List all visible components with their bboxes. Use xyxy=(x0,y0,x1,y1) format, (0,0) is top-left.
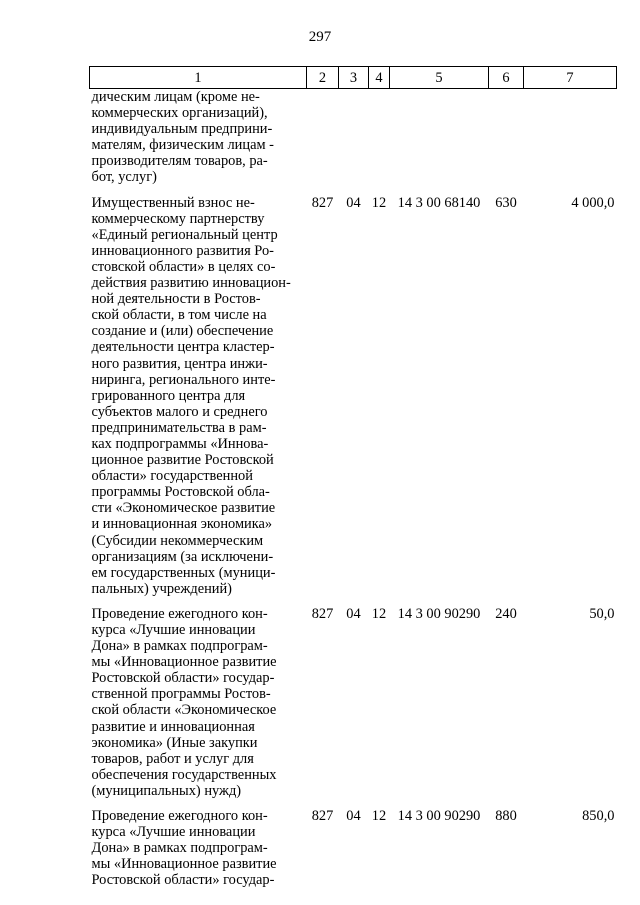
name-line: Дона» в рамках подпрограм- xyxy=(91,638,268,655)
name-line: области» государственной xyxy=(91,468,253,485)
name-line: индивидуальным предприни- xyxy=(91,121,273,138)
name-line: Имущественный взнос не- xyxy=(91,194,255,211)
row-spacer xyxy=(90,799,617,808)
table-row xyxy=(90,606,617,799)
row-spacer-cell xyxy=(90,597,617,606)
header-col-4: 4 xyxy=(369,67,390,89)
cell-section: 04 xyxy=(346,808,361,825)
row-spacer-cell xyxy=(90,186,617,195)
name-line: «Единый региональный центр xyxy=(91,226,278,243)
cell-target-article: 14 3 00 90290 xyxy=(397,808,481,825)
cell-target-article xyxy=(390,89,489,186)
cell-amount xyxy=(524,89,617,186)
name-line: ной деятельности в Ростов- xyxy=(91,291,261,308)
cell-name xyxy=(90,606,307,799)
cell-subsection: 12 xyxy=(371,194,387,211)
name-line: Ростовской области» государ- xyxy=(91,872,275,889)
header-col-2: 2 xyxy=(307,67,339,89)
table-header xyxy=(90,67,617,89)
cell-expense-type: 880 xyxy=(495,808,517,825)
name-line: коммерческому партнерству xyxy=(91,210,265,227)
name-line: мы «Инновационное развитие xyxy=(91,654,277,671)
name-line: ного развития, центра инжи- xyxy=(91,355,268,372)
name-line: экономика» (Иные закупки xyxy=(91,734,258,751)
cell-subsection: 12 xyxy=(371,808,387,825)
name-line: мателям, физическим лицам - xyxy=(91,137,274,154)
cell-section xyxy=(339,89,369,186)
name-line: ционное развитие Ростовской xyxy=(91,452,274,469)
header-col-1: 1 xyxy=(90,67,307,89)
table-body xyxy=(90,89,617,889)
name-line: создание и (или) обеспечение xyxy=(91,323,274,340)
name-line: Ростовской области» государ- xyxy=(91,670,275,687)
header-row xyxy=(90,67,617,89)
name-line: курса «Лучшие инновации xyxy=(91,622,256,638)
name-line: инновационного развития Ро- xyxy=(91,242,274,259)
header-col-7: 7 xyxy=(524,67,617,89)
table-row xyxy=(90,89,617,186)
cell-target-article: 14 3 00 68140 xyxy=(397,194,481,211)
name-line: Проведение ежегодного кон- xyxy=(91,605,268,622)
cell-section: 04 xyxy=(346,194,361,211)
header-col-3: 3 xyxy=(339,67,369,89)
cell-amount: 850,0 xyxy=(582,808,615,825)
name-line: обеспечения государственных xyxy=(91,766,277,783)
name-line: и инновационная экономика» xyxy=(91,516,273,533)
name-line: мы «Инновационное развитие xyxy=(91,856,277,873)
cell-ministry: 827 xyxy=(311,605,334,622)
cell-section: 04 xyxy=(346,605,361,622)
name-line: сти «Экономическое развитие xyxy=(91,500,276,517)
name-line: ем государственных (муници- xyxy=(91,564,276,581)
cell-expense-type: 630 xyxy=(495,194,517,211)
cell-ministry xyxy=(307,89,339,186)
row-spacer xyxy=(90,186,617,195)
name-line: стовской области» в целях со- xyxy=(91,258,276,275)
cell-amount: 4 000,0 xyxy=(571,194,615,211)
table-row xyxy=(90,808,617,888)
cell-amount: 50,0 xyxy=(589,605,615,622)
name-line: курса «Лучшие инновации xyxy=(91,824,256,841)
name-line: деятельности центра кластер- xyxy=(91,339,275,356)
name-line: организациям (за исключени- xyxy=(91,548,274,565)
name-line: пальных) учреждений) xyxy=(91,580,232,597)
cell-expense-type xyxy=(489,89,524,186)
header-col-6: 6 xyxy=(489,67,524,89)
name-line: (муниципальных) нужд) xyxy=(91,782,242,799)
row-spacer xyxy=(90,597,617,606)
row-spacer-cell xyxy=(90,799,617,808)
name-line: развитие и инновационная xyxy=(91,718,255,735)
cell-subsection: 12 xyxy=(371,605,387,622)
name-line: ках подпрограммы «Иннова- xyxy=(91,435,269,452)
name-line: бот, услуг) xyxy=(91,169,157,186)
cell-name xyxy=(90,808,307,888)
cell-ministry: 827 xyxy=(311,808,334,825)
name-line: ниринга, регионального инте- xyxy=(91,371,276,388)
header-col-5: 5 xyxy=(390,67,489,89)
name-line: Дона» в рамках подпрограм- xyxy=(91,840,268,857)
table-row xyxy=(90,195,617,597)
name-line: производителям товаров, ра- xyxy=(91,153,268,170)
cell-target-article: 14 3 00 90290 xyxy=(397,605,481,622)
name-line: ственной программы Ростов- xyxy=(91,686,271,703)
name-line: дическим лицам (кроме не- xyxy=(91,89,260,105)
page-number: 297 xyxy=(308,29,332,45)
cell-name xyxy=(90,195,307,597)
name-line: (Субсидии некоммерческим xyxy=(91,532,264,549)
name-line: ской области, в том числе на xyxy=(91,307,267,324)
name-line: предпринимательства в рам- xyxy=(91,419,267,436)
name-line: субъектов малого и среднего xyxy=(91,403,268,420)
name-line: программы Ростовской обла- xyxy=(91,484,270,501)
cell-ministry: 827 xyxy=(311,194,334,211)
name-line: грированного центра для xyxy=(91,387,246,404)
name-line: Проведение ежегодного кон- xyxy=(91,808,268,825)
cell-expense-type: 240 xyxy=(495,605,517,622)
budget-table xyxy=(89,66,617,889)
name-line: коммерческих организаций), xyxy=(91,105,268,122)
cell-subsection xyxy=(369,89,390,186)
name-line: действия развитию инновацион- xyxy=(91,275,291,292)
cell-name xyxy=(90,89,307,186)
name-line: ской области «Экономическое xyxy=(91,702,277,719)
name-line: товаров, работ и услуг для xyxy=(91,750,254,767)
